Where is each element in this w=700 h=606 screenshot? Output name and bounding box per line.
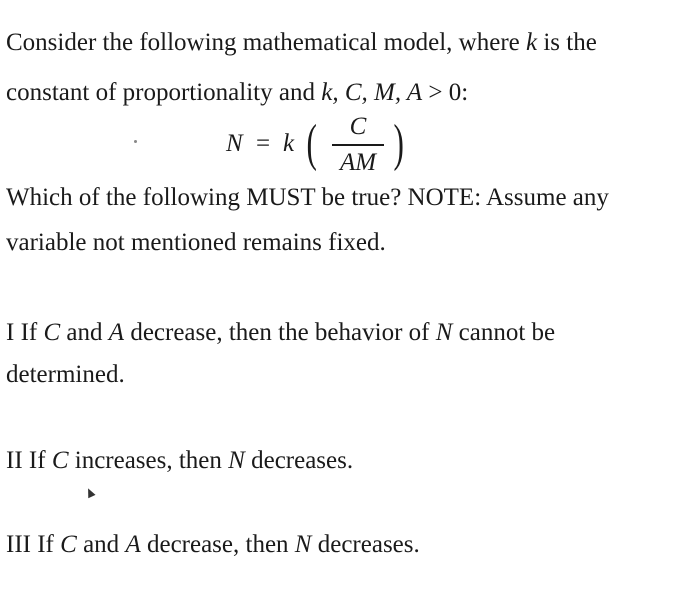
numeral: II (6, 447, 23, 474)
var-n: N (435, 319, 453, 346)
statement-text: decreases. (311, 531, 420, 558)
right-paren: ) (393, 115, 404, 172)
statement-text: increases, then (68, 447, 229, 474)
var-c: C (51, 447, 69, 474)
question-line-2: variable not mentioned remains fixed. (6, 229, 386, 256)
intro-text: is the (537, 29, 597, 56)
left-paren: ( (306, 115, 317, 172)
var-a: A (108, 319, 125, 346)
var-list: k, C, M, A (321, 79, 423, 106)
statement-text: If (22, 447, 52, 474)
statement-text: decrease, then the behavior of (124, 319, 436, 346)
intro-text: > 0: (422, 79, 469, 106)
speck (134, 140, 137, 143)
var-k: k (526, 29, 538, 56)
statement-text: decrease, then (140, 531, 295, 558)
formula-k: k (283, 130, 295, 157)
var-n: N (228, 447, 245, 474)
var-c: C (43, 319, 61, 346)
statement-ii (6, 446, 353, 476)
question-line-1: Which of the following MUST be true? NOTE: Assume any (6, 184, 609, 211)
var-n: N (294, 531, 312, 558)
intro-text: Consider the following mathematical model, where (6, 29, 526, 56)
statement-i-line-1 (6, 318, 555, 348)
statement-text: and (60, 319, 109, 346)
mouse-cursor-icon (84, 487, 95, 499)
var-a: A (125, 531, 141, 558)
formula-equals: = (256, 130, 271, 157)
statement-text: and (76, 531, 126, 558)
intro-line-2 (6, 78, 468, 108)
var-c: C (60, 531, 77, 558)
statement-i-line-2: determined. (6, 361, 125, 388)
intro-text: constant of proportionality and (6, 79, 322, 106)
statement-text: cannot be (452, 319, 556, 346)
statement-text: If (14, 319, 44, 346)
statement-iii (6, 530, 420, 560)
numeral: I (6, 319, 15, 346)
fraction-bar (332, 144, 384, 146)
statement-text: If (30, 531, 61, 558)
numerator: C (349, 113, 367, 140)
fraction (328, 112, 388, 178)
numeral: III (6, 531, 31, 558)
formula-lhs: N (226, 130, 243, 157)
statement-text: decreases. (244, 447, 354, 474)
formula (218, 112, 438, 182)
denominator: AM (339, 149, 377, 176)
intro-line-1 (6, 28, 597, 58)
